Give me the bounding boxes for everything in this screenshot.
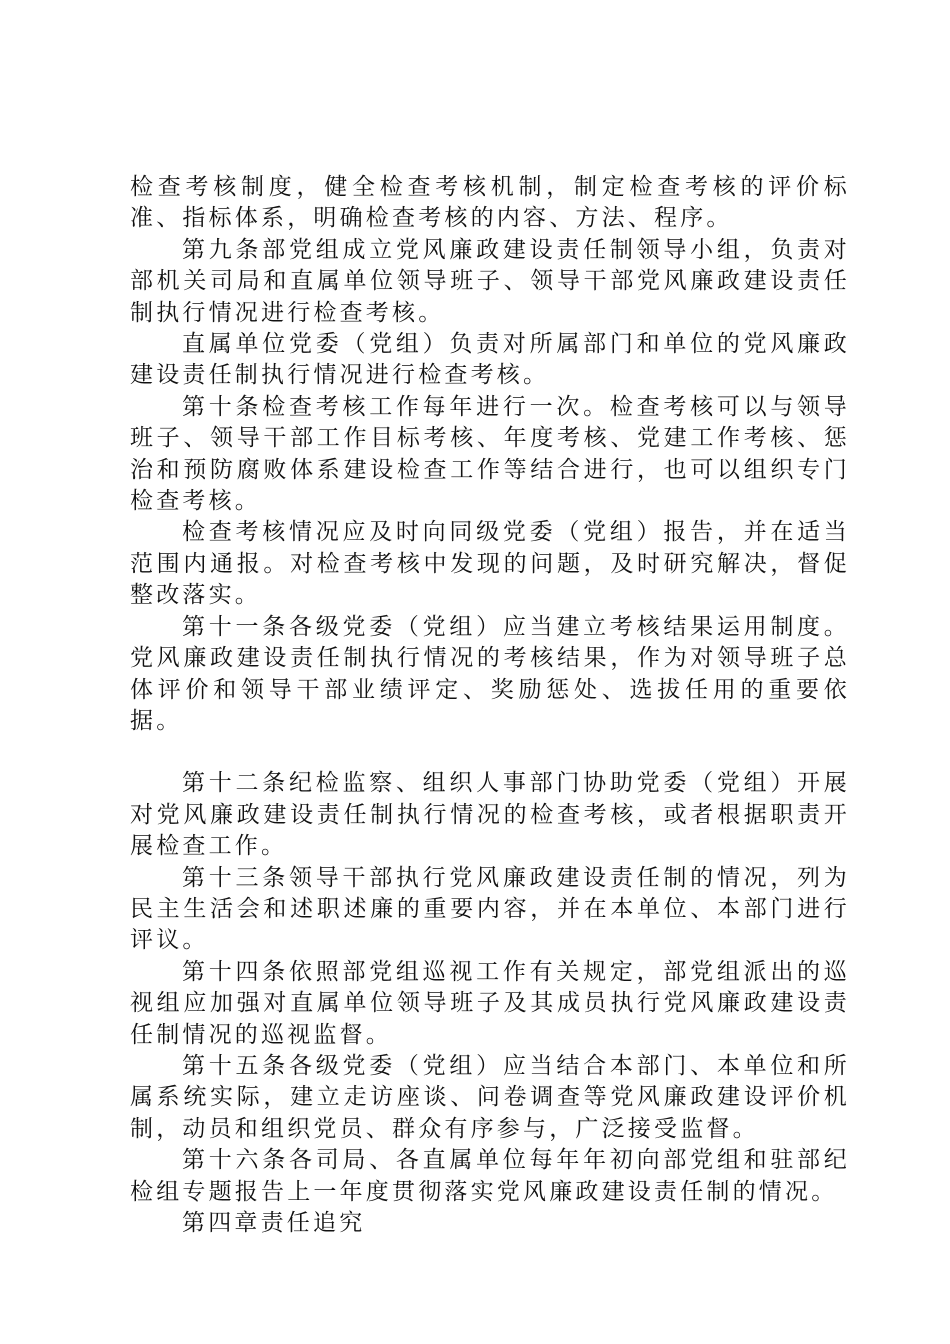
paragraph-article-16: 第十六条各司局、各直属单位每年年初向部党组和驻部纪检组专题报告上一年度贯彻落实党风廉政建设责任制的情况。 [130, 1147, 850, 1205]
paragraph-article-10: 第十条检查考核工作每年进行一次。检查考核可以与领导班子、领导干部工作目标考核、年度考核、党建工作考核、惩治和预防腐败体系建设检查工作等结合进行，也可以组织专门检查考核。 [130, 393, 850, 515]
chapter-heading: 第四章责任追究 [182, 1210, 366, 1236]
paragraph-article-9: 第九条部党组成立党风廉政建设责任制领导小组，负责对部机关司局和直属单位领导班子、领导干部党风廉政建设责任制执行情况进行检查考核。 [130, 236, 850, 326]
paragraph-3: 直属单位党委（党组）负责对所属部门和单位的党风廉政建设责任制执行情况进行检查考核。 [130, 331, 850, 389]
paragraph-5: 检查考核情况应及时向同级党委（党组）报告，并在适当范围内通报。对检查考核中发现的问题，及时研究解决，督促整改落实。 [130, 519, 850, 609]
paragraph-article-11: 第十一条各级党委（党组）应当建立考核结果运用制度。党风廉政建设责任制执行情况的考核结果，作为对领导班子总体评价和领导干部业绩评定、奖励惩处、选拔任用的重要依据。 [130, 613, 850, 734]
document-body [130, 172, 850, 1239]
paragraph-article-13: 第十三条领导干部执行党风廉政建设责任制的情况，列为民主生活会和述职述廉的重要内容，并在本单位、本部门进行评议。 [130, 864, 850, 954]
paragraph-article-12: 第十二条纪检监察、组织人事部门协助党委（党组）开展对党风廉政建设责任制执行情况的检查考核，或者根据职责开展检查工作。 [130, 770, 850, 860]
paragraph-1: 检查考核制度，健全检查考核机制，制定检查考核的评价标准、指标体系，明确检查考核的内容、方法、程序。 [130, 174, 850, 232]
paragraph-article-15: 第十五条各级党委（党组）应当结合本部门、本单位和所属系统实际，建立走访座谈、问卷调查等党风廉政建设评价机制，动员和组织党员、群众有序参与，广泛接受监督。 [130, 1052, 850, 1142]
paragraph-article-14: 第十四条依照部党组巡视工作有关规定，部党组派出的巡视组应加强对直属单位领导班子及其成员执行党风廉政建设责任制情况的巡视监督。 [130, 958, 850, 1048]
